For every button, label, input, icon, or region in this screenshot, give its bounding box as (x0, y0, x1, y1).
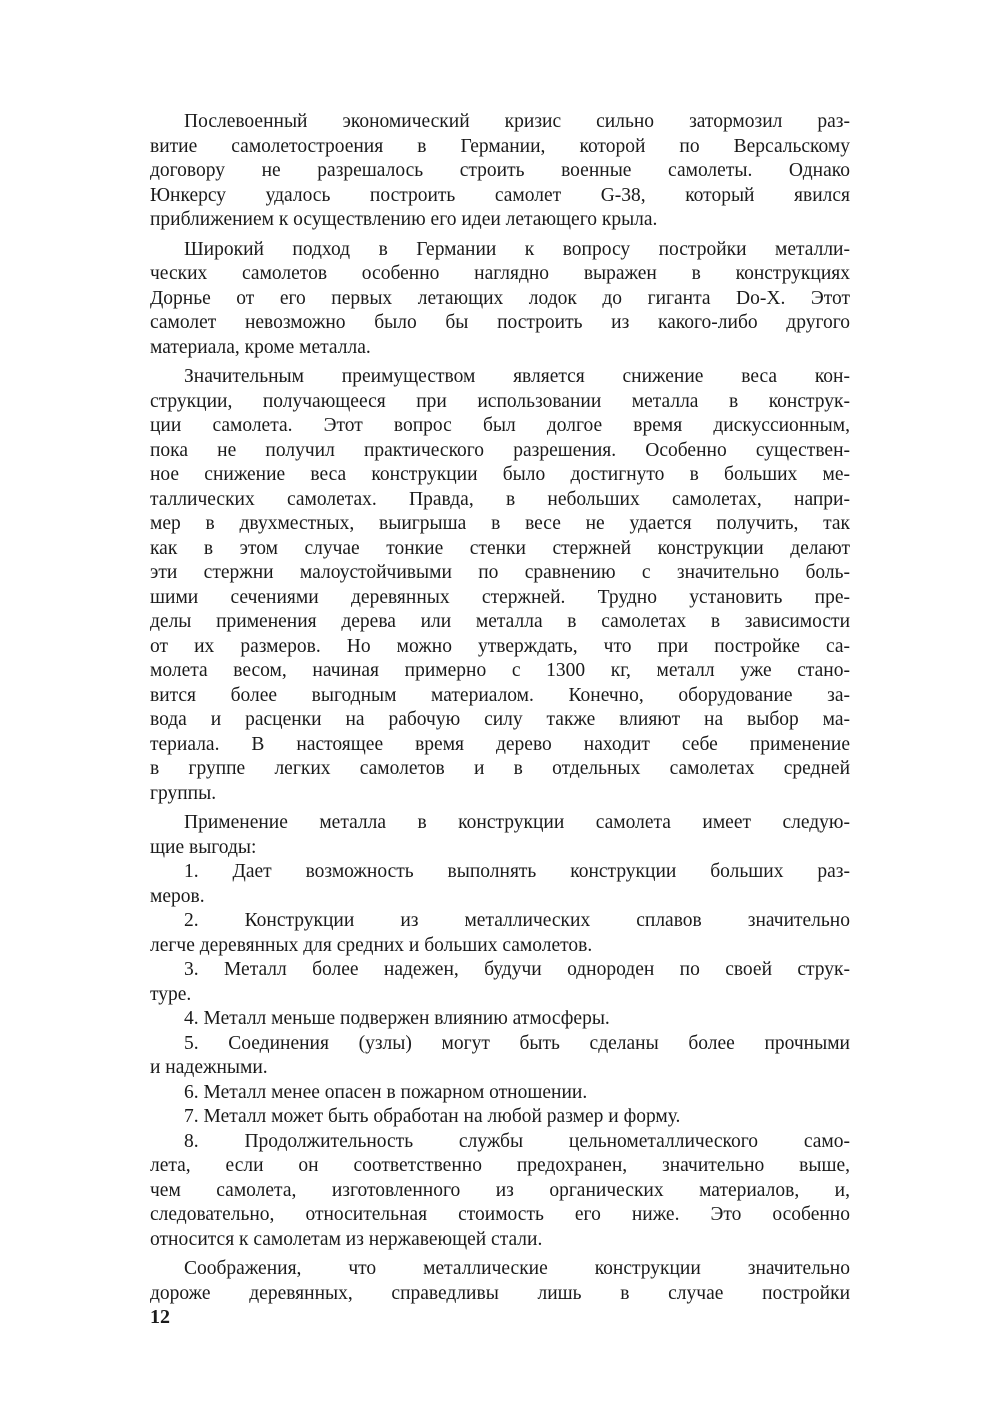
text-line: чем самолета, изготовленного из органических материалов, и, (150, 1179, 850, 1201)
text-line: таллических самолетах. Правда, в небольших самолетах, напри- (150, 488, 850, 510)
text-line: ческих самолетов особенно наглядно выражен в конструкциях (150, 263, 850, 284)
text-line: витие самолетостроения в Германии, которой по Версальскому (150, 135, 850, 157)
text-line: относится к самолетам из нержавеющей стали. (150, 1228, 543, 1250)
paragraph (150, 958, 850, 1007)
text-line: как в этом случае тонкие стенки стержней конструкции делают (150, 537, 850, 559)
text-line: 7. Металл может быть обработан на любой размер и форму. (184, 1106, 681, 1127)
text-line: в группе легких самолетов и в отдельных самолетах средней (150, 758, 850, 779)
text-line: туре. (150, 983, 192, 1005)
text-line: группы. (150, 782, 217, 804)
text-line: дороже деревянных, справедливы лишь в случае постройки (150, 1282, 850, 1304)
text-line: ное снижение веса конструкции было достигнуто в больших ме- (150, 464, 850, 485)
text-line: Значительным преимуществом является снижение веса кон- (184, 366, 850, 387)
text-line: Соображения, что металлические конструкции значительно (184, 1258, 850, 1279)
text-line: эти стержни малоустойчивыми по сравнению с значительно боль- (150, 562, 850, 583)
paragraph (150, 909, 850, 958)
text-line: 6. Металл менее опасен в пожарном отношении. (184, 1081, 588, 1103)
text-line: лета, если он соответственно предохранен, значительно выше, (150, 1155, 850, 1176)
text-line: мер в двухместных, выигрыша в весе не удается получить, так (150, 513, 850, 534)
paragraph (150, 811, 850, 860)
text-line: 2. Конструкции из металлических сплавов значительно (184, 910, 850, 931)
page-body (150, 110, 850, 1306)
paragraph (150, 1007, 850, 1032)
text-line: делы применения дерева или металла в самолетах в зависимости (150, 611, 850, 632)
text-line: ции самолета. Этот вопрос был долгое время дискуссионным, (150, 415, 850, 436)
paragraph (150, 1105, 850, 1130)
page-number: 12 (150, 1306, 170, 1328)
paragraph (150, 1130, 850, 1253)
text-line: 8. Продолжительность службы цельнометаллического само- (184, 1130, 850, 1152)
text-line: Широкий подход в Германии к вопросу постройки металли- (184, 238, 850, 260)
text-line: шими сечениями деревянных стержней. Трудно установить пре- (150, 586, 850, 608)
text-line: от их размеров. Но можно утверждать, что при постройке са- (150, 635, 850, 657)
paragraph (150, 860, 850, 909)
text-line: вится более выгодным материалом. Конечно, оборудование за- (150, 684, 850, 706)
text-line: приближением к осуществлению его идеи летающего крыла. (150, 209, 658, 230)
text-line: и надежными. (150, 1057, 268, 1078)
paragraph (150, 238, 850, 361)
text-line: легче деревянных для средних и больших самолетов. (150, 934, 593, 956)
text-line: следовательно, относительная стоимость его ниже. Это особенно (150, 1204, 850, 1225)
text-line: Юнкерсу удалось построить самолет G-38, который явился (150, 184, 850, 206)
text-line: договору не разрешалось строить военные самолеты. Однако (150, 160, 850, 181)
text-line: териала. В настоящее время дерево находит себе применение (150, 733, 850, 755)
paragraph (150, 1032, 850, 1081)
text-line: 3. Металл более надежен, будучи однороден по своей струк- (184, 959, 850, 980)
text-line: Дорнье от его первых летающих лодок до гиганта Do-X. Этот (150, 287, 850, 309)
text-line: материала, кроме металла. (150, 336, 371, 358)
paragraph (150, 365, 850, 806)
text-line: молета весом, начиная примерно с 1300 кг, металл уже стано- (150, 660, 850, 681)
text-line: 1. Дает возможность выполнять конструкции больших раз- (184, 861, 850, 882)
paragraph (150, 1081, 850, 1106)
text-line: Послевоенный экономический кризис сильно затормозил раз- (184, 111, 850, 132)
text-line: вода и расценки на рабочую силу также влияют на выбор ма- (150, 709, 850, 730)
text-line: самолет невозможно было бы построить из какого-либо другого (150, 312, 850, 333)
paragraph (150, 1257, 850, 1306)
text-line: пока не получил практического разрешения. Особенно существен- (150, 439, 850, 461)
text-line: струкции, получающееся при использовании металла в конструк- (150, 390, 850, 412)
text-line: 5. Соединения (узлы) могут быть сделаны более прочными (184, 1032, 850, 1054)
text-line: Применение металла в конструкции самолета имеет следую- (184, 812, 850, 833)
text-line: щие выгоды: (150, 836, 257, 858)
text-line: 4. Металл меньше подвержен влиянию атмосферы. (184, 1008, 610, 1029)
paragraph (150, 110, 850, 233)
text-line: меров. (150, 885, 205, 907)
